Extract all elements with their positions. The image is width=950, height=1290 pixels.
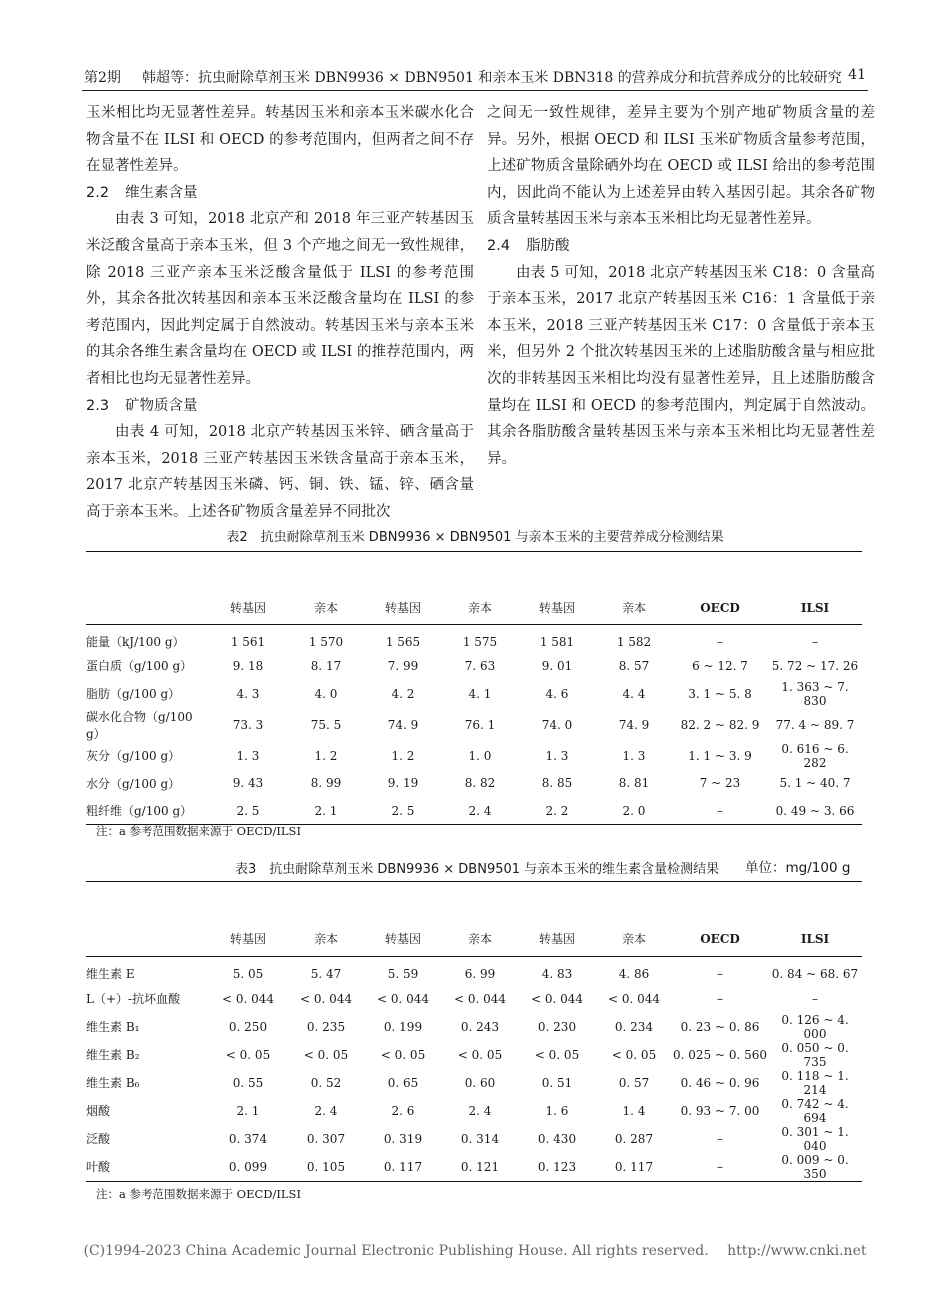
row-label: 维生素 E [86,967,135,982]
table-cell: 0. 319 [383,1131,423,1146]
table-cell: 1. 363 ~ 7. 830 [781,679,849,708]
sub-header: 亲本 [442,922,518,957]
table-cell: 1. 3 [545,748,569,763]
table-cell: < 0. 044 [453,991,507,1006]
table-cell: – [717,991,723,1006]
table-cell: 8. 82 [464,776,496,791]
table-cell: < 0. 044 [221,991,275,1006]
table-cell: 0. 52 [310,1075,342,1090]
table-cell: 1. 2 [391,748,415,763]
table-cell: 6 ~ 12. 7 [692,658,748,673]
row-label: 粗纤维（g/100 g） [86,804,193,818]
row-header [86,552,208,625]
table-cell: 0. 243 [460,1019,500,1034]
issue-number: 第2期 [84,70,121,86]
table-row [86,957,862,985]
table-cell: 0. 374 [228,1131,268,1146]
row-label: 维生素 B₆ [86,1076,140,1090]
table-cell: < 0. 044 [607,991,661,1006]
table-cell: 5. 1 ~ 40. 7 [779,776,851,791]
table-cell: 9. 18 [232,658,264,673]
page-number: 41 [848,67,866,83]
table-cell: 1. 3 [236,748,260,763]
row-label: 维生素 B₁ [86,1020,140,1034]
table-cell: 1. 1 ~ 3. 9 [688,748,752,763]
table-cell: 0. 099 [228,1159,268,1174]
table-cell: 0. 93 ~ 7. 00 [680,1103,760,1118]
table-cell: 0. 55 [232,1075,264,1090]
table-cell: 0. 118 ~ 1. 214 [781,1068,849,1097]
table-cell: 7. 63 [464,658,496,673]
group-header [672,882,862,922]
sub-header: 转基因 [518,592,596,625]
table-cell: 0. 009 ~ 0. 350 [781,1152,849,1181]
table-cell: 8. 85 [541,776,573,791]
group-header [364,552,518,592]
table-cell: 0. 123 [537,1159,577,1174]
table-cell: 1 561 [230,634,266,649]
table-cell: 2. 2 [545,803,569,818]
table-cell: 4. 6 [545,686,569,701]
table-cell: 8. 17 [310,658,342,673]
row-label: 烟酸 [86,1104,111,1118]
table-cell: 0. 84 ~ 68. 67 [771,966,859,981]
table-cell: 1. 3 [622,748,646,763]
table3-vitamins [86,881,862,1182]
table2-note: 注：a 参考范围数据来源于 OECD/ILSI [96,824,301,838]
table-cell: 1. 6 [545,1103,569,1118]
table-cell: 5. 72 ~ 17. 26 [771,658,859,673]
table-cell: < 0. 05 [303,1047,349,1062]
running-header [82,62,868,91]
sub-header: OECD [672,922,768,957]
table-cell: 0. 742 ~ 4. 694 [781,1096,849,1125]
table-cell: 9. 19 [387,776,419,791]
table-row [86,770,862,798]
table-cell: 0. 105 [306,1159,346,1174]
table-cell: 8. 99 [310,776,342,791]
row-label: 脂肪（g/100 g） [86,687,181,701]
paragraph: 玉米相比均无显著性差异。转基因玉米和亲本玉米碳水化合物含量不在 ILSI 和 OECD 的参考范围内，但两者之间不存在显著性差异。 [86,105,474,175]
section-title: 维生素含量 [125,184,198,201]
table-cell: 76. 1 [464,717,496,732]
paragraph: 之间无一致性规律，差异主要为个别产地矿物质含量的差异。另外，根据 OECD 和 ILSI 玉米矿物质含量参考范围，上述矿物质含量除硒外均在 OECD 或 ILSI 给出的参考范围内，因此尚不能认为上述差异由转入基因引起。其余各矿物质含量转基因玉米与亲本玉米相比均无显著性差异。 [487,105,875,228]
table-cell: – [717,1131,723,1146]
table-cell: 0. 234 [614,1019,654,1034]
table-cell: 4. 83 [541,966,573,981]
row-label: 水分（g/100 g） [86,776,181,791]
section-heading-2-2 [86,180,474,207]
table-cell: – [812,991,818,1006]
running-title: 韩超等：抗虫耐除草剂玉米 DBN9936 × DBN9501 和亲本玉米 DBN318 的营养成分和抗营养成分的比较研究 [142,70,842,86]
row-label: 碳水化合物（g/100 g） [86,709,193,741]
sub-header: 亲本 [596,592,672,625]
table-cell: 74. 0 [541,717,573,732]
table-cell: 0. 235 [306,1019,346,1034]
table-cell: 74. 9 [618,717,650,732]
table-cell: 0. 65 [387,1075,419,1090]
table-cell: 0. 616 ~ 6. 282 [781,741,849,770]
table-cell: 0. 314 [460,1131,500,1146]
table-row [86,985,862,1013]
table-cell: 2. 4 [314,1103,338,1118]
table-cell: 73. 3 [232,717,264,732]
sub-header: OECD [672,592,768,625]
table-cell: 74. 9 [387,717,419,732]
table-cell: 5. 59 [387,966,419,981]
table-cell: 0. 050 ~ 0. 735 [781,1040,849,1069]
table-cell: 1. 0 [468,748,492,763]
group-header [518,552,672,592]
paragraph: 由表 4 可知，2018 北京产转基因玉米锌、硒含量高于亲本玉米，2018 三亚产转基因玉米铁含量高于亲本玉米，2017 北京产转基因玉米磷、钙、铜、铁、锰、锌、硒含量高于亲本玉米。上述各矿物质含量差异不同批次 [86,424,474,520]
table-cell: 4. 2 [391,686,415,701]
table-cell: 6. 99 [464,966,496,981]
table-row [86,625,862,653]
section-title: 矿物质含量 [125,397,198,414]
row-label: 叶酸 [86,1160,111,1174]
table-cell: < 0. 05 [380,1047,426,1062]
table-cell: 0. 23 ~ 0. 86 [680,1019,760,1034]
table-cell: < 0. 044 [376,991,430,1006]
section-title: 脂肪酸 [526,237,570,254]
table-cell: 0. 117 [614,1159,654,1174]
table-cell: 1 581 [539,634,575,649]
table-cell: 9. 43 [232,776,264,791]
table-cell: 1 575 [462,634,498,649]
table-cell: 1 570 [308,634,344,649]
table-cell: – [717,634,723,649]
table-cell: – [717,1159,723,1174]
table-cell: < 0. 05 [534,1047,580,1062]
group-header [208,882,364,922]
row-label: 维生素 B₂ [86,1048,140,1062]
group-header [364,882,518,922]
table-cell: < 0. 044 [299,991,353,1006]
sub-header: ILSI [768,592,862,625]
table-cell: < 0. 05 [457,1047,503,1062]
table-cell: 75. 5 [310,717,342,732]
group-header [208,552,364,592]
section-number: 2.4 [487,237,511,254]
table-cell: 1. 4 [622,1103,646,1118]
table-cell: 2. 6 [391,1103,415,1118]
table3-note: 注：a 参考范围数据来源于 OECD/ILSI [96,1187,301,1201]
table-row [86,1097,862,1125]
sub-header: 转基因 [208,592,288,625]
table-cell: 7 ~ 23 [699,776,741,791]
group-header [672,552,862,592]
table-cell: – [717,803,723,818]
table-cell: 0. 430 [537,1131,577,1146]
table-cell: < 0. 05 [225,1047,271,1062]
table-cell: 2. 1 [236,1103,260,1118]
table-cell: 0. 51 [541,1075,573,1090]
table-row [86,797,862,825]
right-column [487,100,875,472]
table-cell: 0. 49 ~ 3. 66 [775,803,855,818]
table-cell: 4. 1 [468,686,492,701]
table-row [86,1153,862,1182]
table-cell: 77. 4 ~ 89. 7 [775,717,855,732]
row-label: 灰分（g/100 g） [86,749,181,763]
table-cell: 0. 250 [228,1019,268,1034]
table-cell: 82. 2 ~ 82. 9 [680,717,760,732]
table-row [86,708,862,742]
table-row [86,1125,862,1153]
table3-unit: 单位：mg/100 g [745,860,851,876]
table-cell: 1 565 [385,634,421,649]
sub-header: 转基因 [364,922,442,957]
sub-header: 亲本 [596,922,672,957]
table-cell: 4. 3 [236,686,260,701]
paragraph: 由表 3 可知，2018 北京产和 2018 年三亚产转基因玉米泛酸含量高于亲本玉米，但 3 个产地之间无一致性规律，除 2018 三亚产亲本玉米泛酸含量低于 ILSI 的参考范围外，其余各批次转基因和亲本玉米泛酸含量均在 ILSI 的参考范围内，因此判定属于自然波动。转基因玉米与亲本玉米的其余各维生素含量均在 OECD 或 ILSI 的推荐范围内，两者相比也均无显著性差异。 [86,211,474,387]
table-cell: 0. 117 [383,1159,423,1174]
table-row [86,1013,862,1041]
table-cell: 9. 01 [541,658,573,673]
sub-header: 转基因 [364,592,442,625]
table-cell: 5. 47 [310,966,342,981]
sub-header: 亲本 [442,592,518,625]
table-cell: 0. 301 ~ 1. 040 [781,1124,849,1153]
table-cell: 2. 4 [468,803,492,818]
section-number: 2.2 [86,184,110,201]
table-cell: 5. 05 [232,966,264,981]
table3-caption: 表3 抗虫耐除草剂玉米 DBN9936 × DBN9501 与亲本玉米的维生素含量检测结果 [235,862,720,877]
table-row [86,1069,862,1097]
sub-header: ILSI [768,922,862,957]
table-row [86,742,862,770]
table-cell: 0. 126 ~ 4. 000 [781,1012,849,1041]
section-heading-2-4 [487,233,875,260]
table-cell: 1. 2 [314,748,338,763]
table-cell: 8. 81 [618,776,650,791]
row-label: 蛋白质（g/100 g） [86,659,193,674]
copyright-footer: (C)1994-2023 China Academic Journal Electronic Publishing House. All rights reserved. http://www.cnki.net [83,1243,867,1259]
table-row [86,680,862,708]
sub-header: 亲本 [288,592,364,625]
table-cell: – [717,966,723,981]
table-cell: 7. 99 [387,658,419,673]
sub-header: 转基因 [208,922,288,957]
table-cell: 2. 5 [236,803,260,818]
table-cell: – [812,634,818,649]
row-label: 泛酸 [86,1132,111,1146]
table-cell: 2. 1 [314,803,338,818]
table-cell: 2. 0 [622,803,646,818]
table-cell: 8. 57 [618,658,650,673]
table-cell: 0. 57 [618,1075,650,1090]
table-cell: < 0. 05 [611,1047,657,1062]
table-cell: 0. 199 [383,1019,423,1034]
table-row [86,1041,862,1069]
group-header [518,882,672,922]
table-cell: 0. 307 [306,1131,346,1146]
table-cell: 0. 230 [537,1019,577,1034]
section-heading-2-3 [86,393,474,420]
table-cell: 4. 4 [622,686,646,701]
table-cell: 0. 60 [464,1075,496,1090]
left-column [86,100,474,526]
table2-nutrients [86,551,862,825]
sub-header: 转基因 [518,922,596,957]
table-cell: 0. 025 ~ 0. 560 [672,1047,768,1062]
paragraph: 由表 5 可知，2018 北京产转基因玉米 C18：0 含量高于亲本玉米，2017 北京产转基因玉米 C16：1 含量低于亲本玉米，2018 三亚产转基因玉米 C17：0 含量低于亲本玉米，但另外 2 个批次转基因玉米的上述脂肪酸含量与相应批次的非转基因玉米相比均没有显著性差异，且上述脂肪酸含量均在 ILSI 和 OECD 的参考范围内，判定属于自然波动。其余各脂肪酸含量转基因玉米与亲本玉米相比均无显著性差异。 [487,264,875,467]
table-cell: 0. 46 ~ 0. 96 [680,1075,760,1090]
table-cell: 2. 5 [391,803,415,818]
table-cell: 0. 287 [614,1131,654,1146]
table-row [86,652,862,680]
table-cell: 2. 4 [468,1103,492,1118]
row-label: 能量（kJ/100 g） [86,635,185,649]
table-cell: 0. 121 [460,1159,500,1174]
table-cell: 1 582 [616,634,652,649]
table-cell: 3. 1 ~ 5. 8 [688,686,752,701]
sub-header: 亲本 [288,922,364,957]
section-number: 2.3 [86,397,110,414]
table-cell: 4. 86 [618,966,650,981]
row-label: L（+）-抗坏血酸 [86,992,181,1006]
table-cell: < 0. 044 [530,991,584,1006]
row-header [86,882,208,957]
table2-caption: 表2 抗虫耐除草剂玉米 DBN9936 × DBN9501 与亲本玉米的主要营养成分检测结果 [226,530,724,545]
table-cell: 4. 0 [314,686,338,701]
